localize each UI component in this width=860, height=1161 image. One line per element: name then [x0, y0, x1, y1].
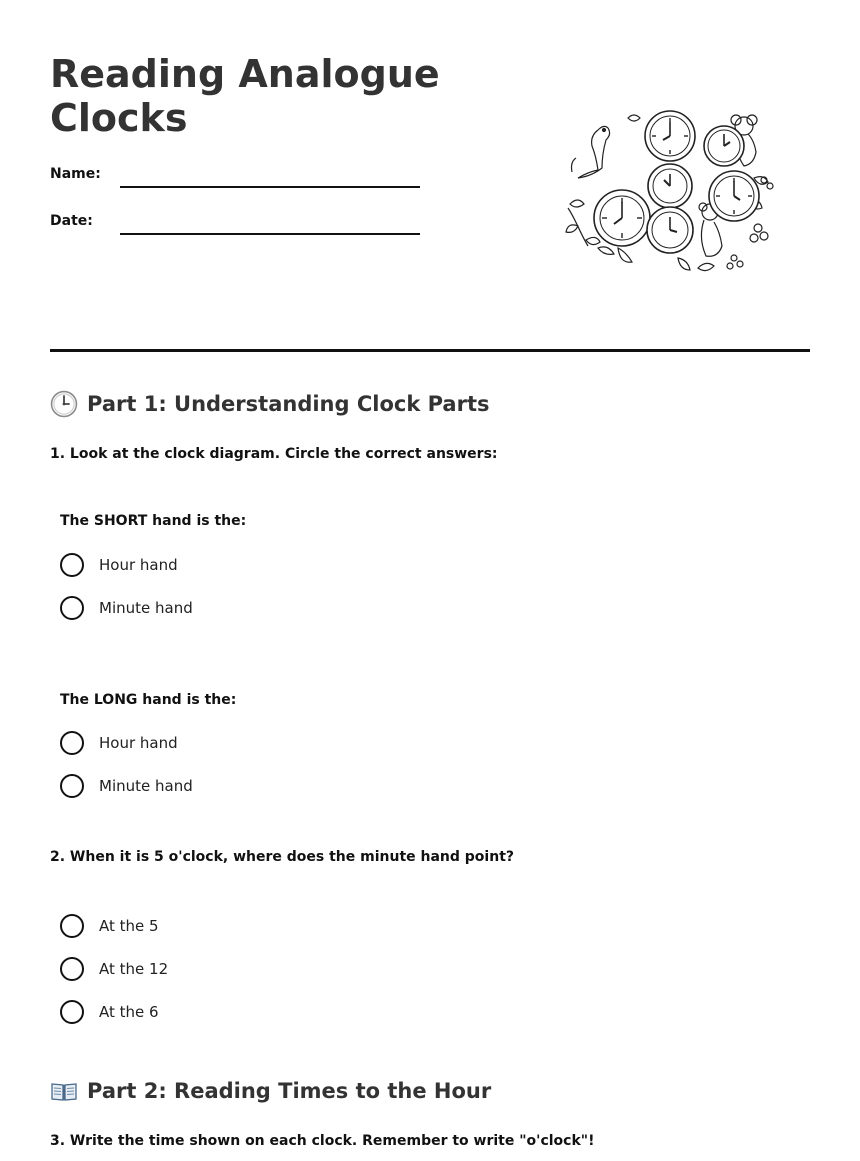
option-long-hour-hand[interactable] [60, 730, 178, 756]
date-label: Date: [50, 213, 93, 229]
page-title: Reading Analogue Clocks [50, 52, 440, 140]
option-short-minute-hand[interactable] [60, 595, 193, 621]
option-label: At the 12 [99, 960, 169, 978]
radio-circle[interactable] [60, 596, 84, 620]
radio-circle[interactable] [60, 957, 84, 981]
option-label: At the 5 [99, 917, 159, 935]
part2-heading [50, 1077, 491, 1105]
option-short-hour-hand[interactable] [60, 552, 178, 578]
name-label: Name: [50, 166, 101, 182]
short-hand-label: The SHORT hand is the: [60, 513, 247, 529]
clocks-illustration [558, 108, 780, 286]
long-hand-label: The LONG hand is the: [60, 692, 237, 708]
radio-circle[interactable] [60, 774, 84, 798]
option-long-minute-hand[interactable] [60, 773, 193, 799]
option-label: Minute hand [99, 777, 193, 795]
option-at-the-6[interactable] [60, 999, 159, 1025]
open-book-emoji-icon [50, 1077, 78, 1105]
question-3: 3. Write the time shown on each clock. Remember to write "o'clock"! [50, 1133, 595, 1149]
option-label: Hour hand [99, 734, 178, 752]
radio-circle[interactable] [60, 553, 84, 577]
radio-circle[interactable] [60, 731, 84, 755]
part1-heading-text: Part 1: Understanding Clock Parts [87, 392, 490, 416]
radio-circle[interactable] [60, 1000, 84, 1024]
question-1: 1. Look at the clock diagram. Circle the correct answers: [50, 446, 498, 462]
clock-emoji-icon [50, 390, 78, 418]
option-label: At the 6 [99, 1003, 159, 1021]
option-at-the-5[interactable] [60, 913, 159, 939]
part1-heading [50, 390, 490, 418]
option-label: Minute hand [99, 599, 193, 617]
radio-circle[interactable] [60, 914, 84, 938]
question-2: 2. When it is 5 o'clock, where does the minute hand point? [50, 849, 515, 865]
date-field[interactable] [120, 233, 420, 235]
option-label: Hour hand [99, 556, 178, 574]
option-at-the-12[interactable] [60, 956, 168, 982]
section-divider [50, 349, 810, 352]
part2-heading-text: Part 2: Reading Times to the Hour [87, 1079, 492, 1103]
name-field[interactable] [120, 186, 420, 188]
